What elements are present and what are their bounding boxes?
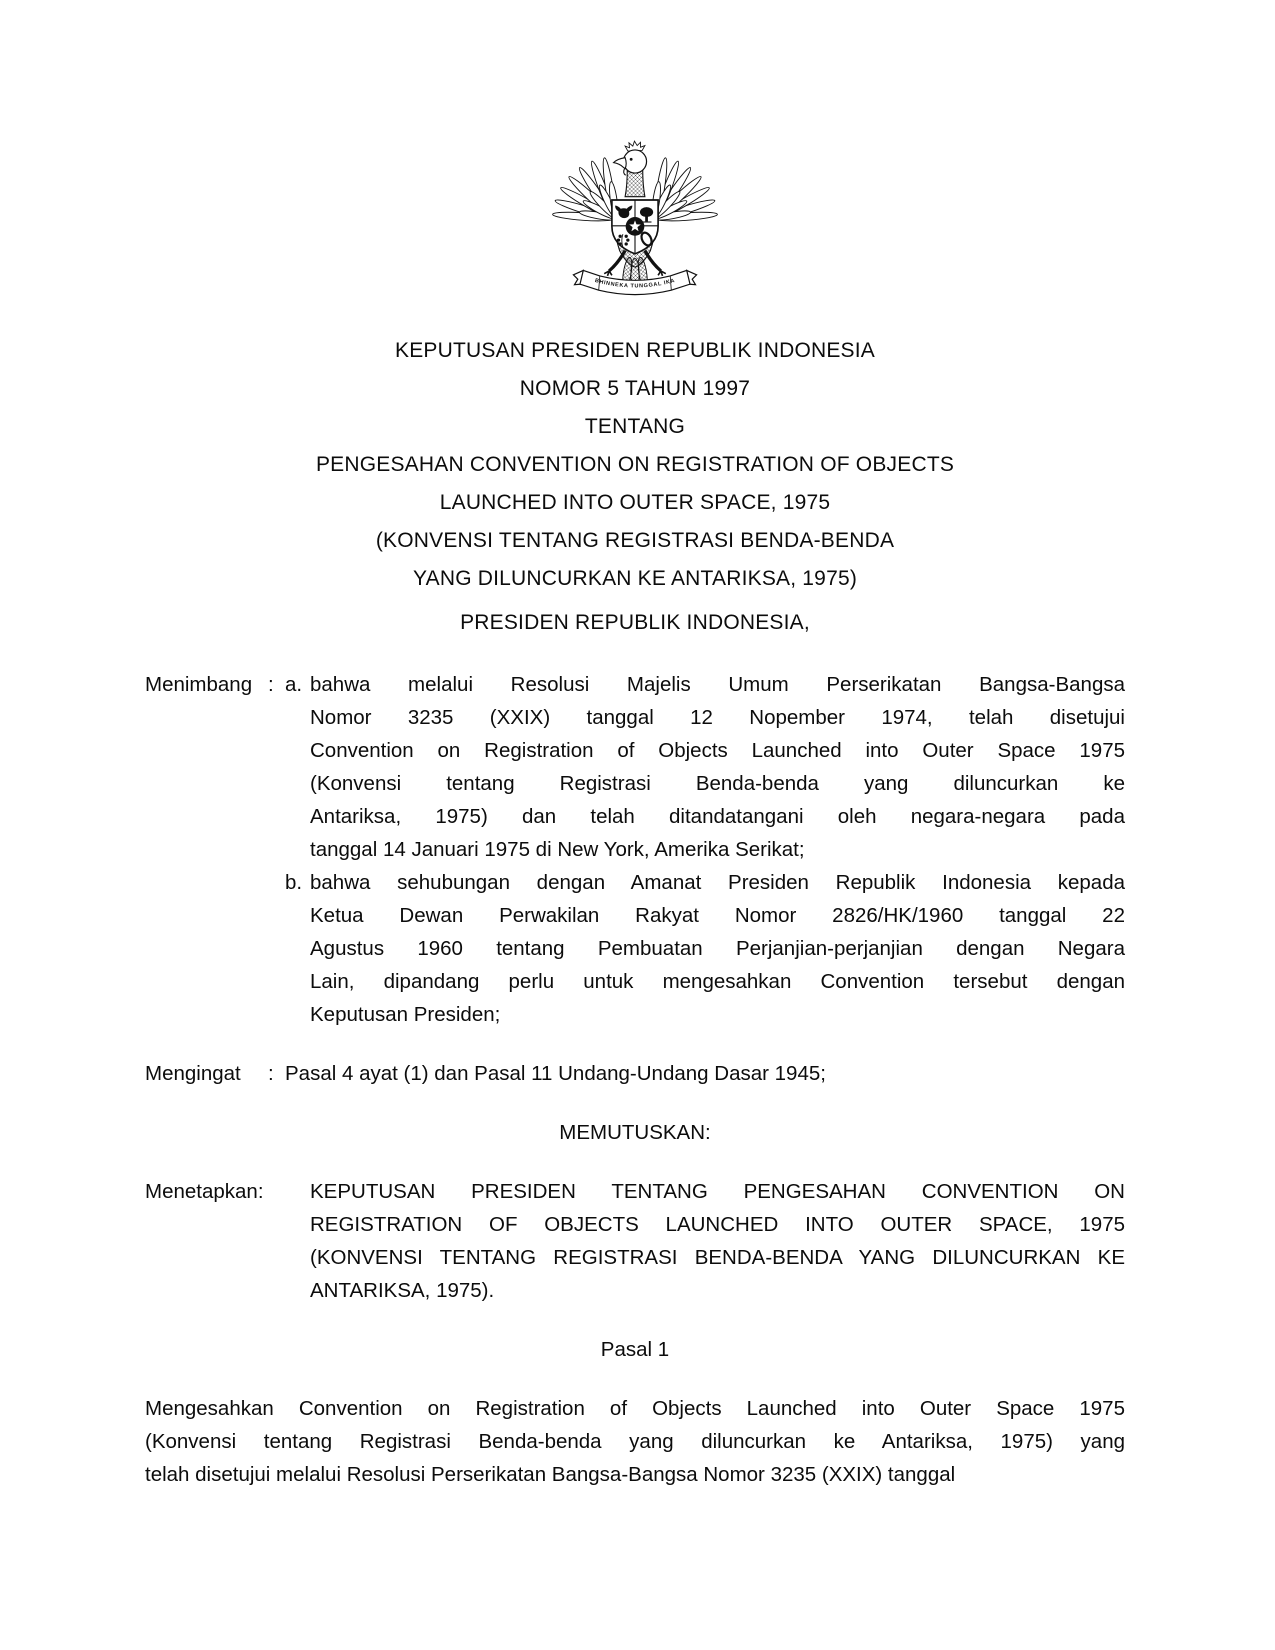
body-line: Ketua Dewan Perwakilan Rakyat Nomor 2826/HK/1960 tanggal 22 (310, 904, 1125, 927)
garuda-right-wing (650, 157, 717, 222)
menimbang-item-b (285, 866, 1125, 1031)
mengingat-label: Mengingat (145, 1062, 241, 1085)
body-line: Mengesahkan Convention on Registration of Objects Launched into Outer Space 1975 (145, 1397, 1125, 1420)
menimbang-section (145, 668, 1125, 1031)
menetapkan-text (310, 1175, 1125, 1307)
body-line: bahwa sehubungan dengan Amanat Presiden Republik Indonesia kepada (310, 871, 1125, 894)
menimbang-item-a (285, 668, 1125, 866)
garuda-left-wing (552, 157, 619, 222)
item-marker: a. (285, 673, 303, 696)
mengingat-text: Pasal 4 ayat (1) dan Pasal 11 Undang-Undang Dasar 1945; (285, 1062, 826, 1085)
item-text (310, 866, 1125, 1031)
garuda-eye (630, 158, 633, 161)
body-line: Lain, dipandang perlu untuk mengesahkan Convention tersebut dengan (310, 970, 1125, 993)
menimbang-label: Menimbang (145, 673, 253, 696)
body-line: tanggal 14 Januari 1975 di New York, Amerika Serikat; (310, 838, 805, 861)
body-line: telah disetujui melalui Resolusi Perserikatan Bangsa-Bangsa Nomor 3235 (XXIX) tanggal (145, 1463, 956, 1486)
title-line: KEPUTUSAN PRESIDEN REPUBLIK INDONESIA (394, 339, 875, 362)
mengingat-section (145, 1057, 1125, 1090)
body-line: bahwa melalui Resolusi Majelis Umum Perserikatan Bangsa-Bangsa (310, 673, 1125, 696)
menimbang-items (285, 668, 1125, 1031)
body-line: (Konvensi tentang Registrasi Benda-benda yang diluncurkan ke (310, 772, 1125, 795)
decree-title (145, 332, 1125, 598)
body-line: Convention on Registration of Objects Launched into Outer Space 1975 (310, 739, 1125, 762)
title-line: YANG DILUNCURKAN KE ANTARIKSA, 1975) (412, 567, 858, 590)
body-line: Antariksa, 1975) dan telah ditandatangani oleh negara-negara pada (310, 805, 1125, 828)
emblem-motto: BHINNEKA TUNGGAL IKA (594, 277, 676, 290)
garuda-pancasila-emblem (547, 138, 723, 306)
salutation: PRESIDEN REPUBLIK INDONESIA, (460, 611, 810, 634)
garuda-head (614, 141, 647, 175)
mengingat-colon: : (268, 1062, 274, 1085)
item-text (310, 668, 1125, 866)
body-line: Keputusan Presiden; (310, 1003, 501, 1026)
body-line: KEPUTUSAN PRESIDEN TENTANG PENGESAHAN CONVENTION ON (310, 1180, 1125, 1203)
body-line: ANTARIKSA, 1975). (310, 1279, 495, 1302)
body-line: Agustus 1960 tentang Pembuatan Perjanjian-perjanjian dengan Negara (310, 937, 1125, 960)
title-line: TENTANG (584, 415, 686, 438)
title-line: LAUNCHED INTO OUTER SPACE, 1975 (439, 491, 831, 514)
body-line: (Konvensi tentang Registrasi Benda-benda yang diluncurkan ke Antariksa, 1975) yang (145, 1430, 1125, 1453)
title-line: (KONVENSI TENTANG REGISTRASI BENDA-BENDA (375, 529, 895, 552)
emblem-container (145, 138, 1125, 306)
item-marker: b. (285, 871, 303, 894)
menimbang-colon: : (268, 673, 274, 696)
body-line: (KONVENSI TENTANG REGISTRASI BENDA-BENDA YANG DILUNCURKAN KE (310, 1246, 1125, 1269)
memutuskan-heading: MEMUTUSKAN: (559, 1121, 711, 1144)
title-line: PENGESAHAN CONVENTION ON REGISTRATION OF OBJECTS (315, 453, 955, 476)
garuda-beak (614, 158, 627, 169)
title-line: NOMOR 5 TAHUN 1997 (519, 377, 751, 400)
body-line: REGISTRATION OF OBJECTS LAUNCHED INTO OUTER SPACE, 1975 (310, 1213, 1125, 1236)
body-line: Nomor 3235 (XXIX) tanggal 12 Nopember 1974, telah disetujui (310, 706, 1125, 729)
pasal-1-heading: Pasal 1 (600, 1338, 670, 1361)
menetapkan-label: Menetapkan: (145, 1180, 264, 1203)
pasal-1-body (145, 1392, 1125, 1491)
menetapkan-section (145, 1175, 1125, 1307)
